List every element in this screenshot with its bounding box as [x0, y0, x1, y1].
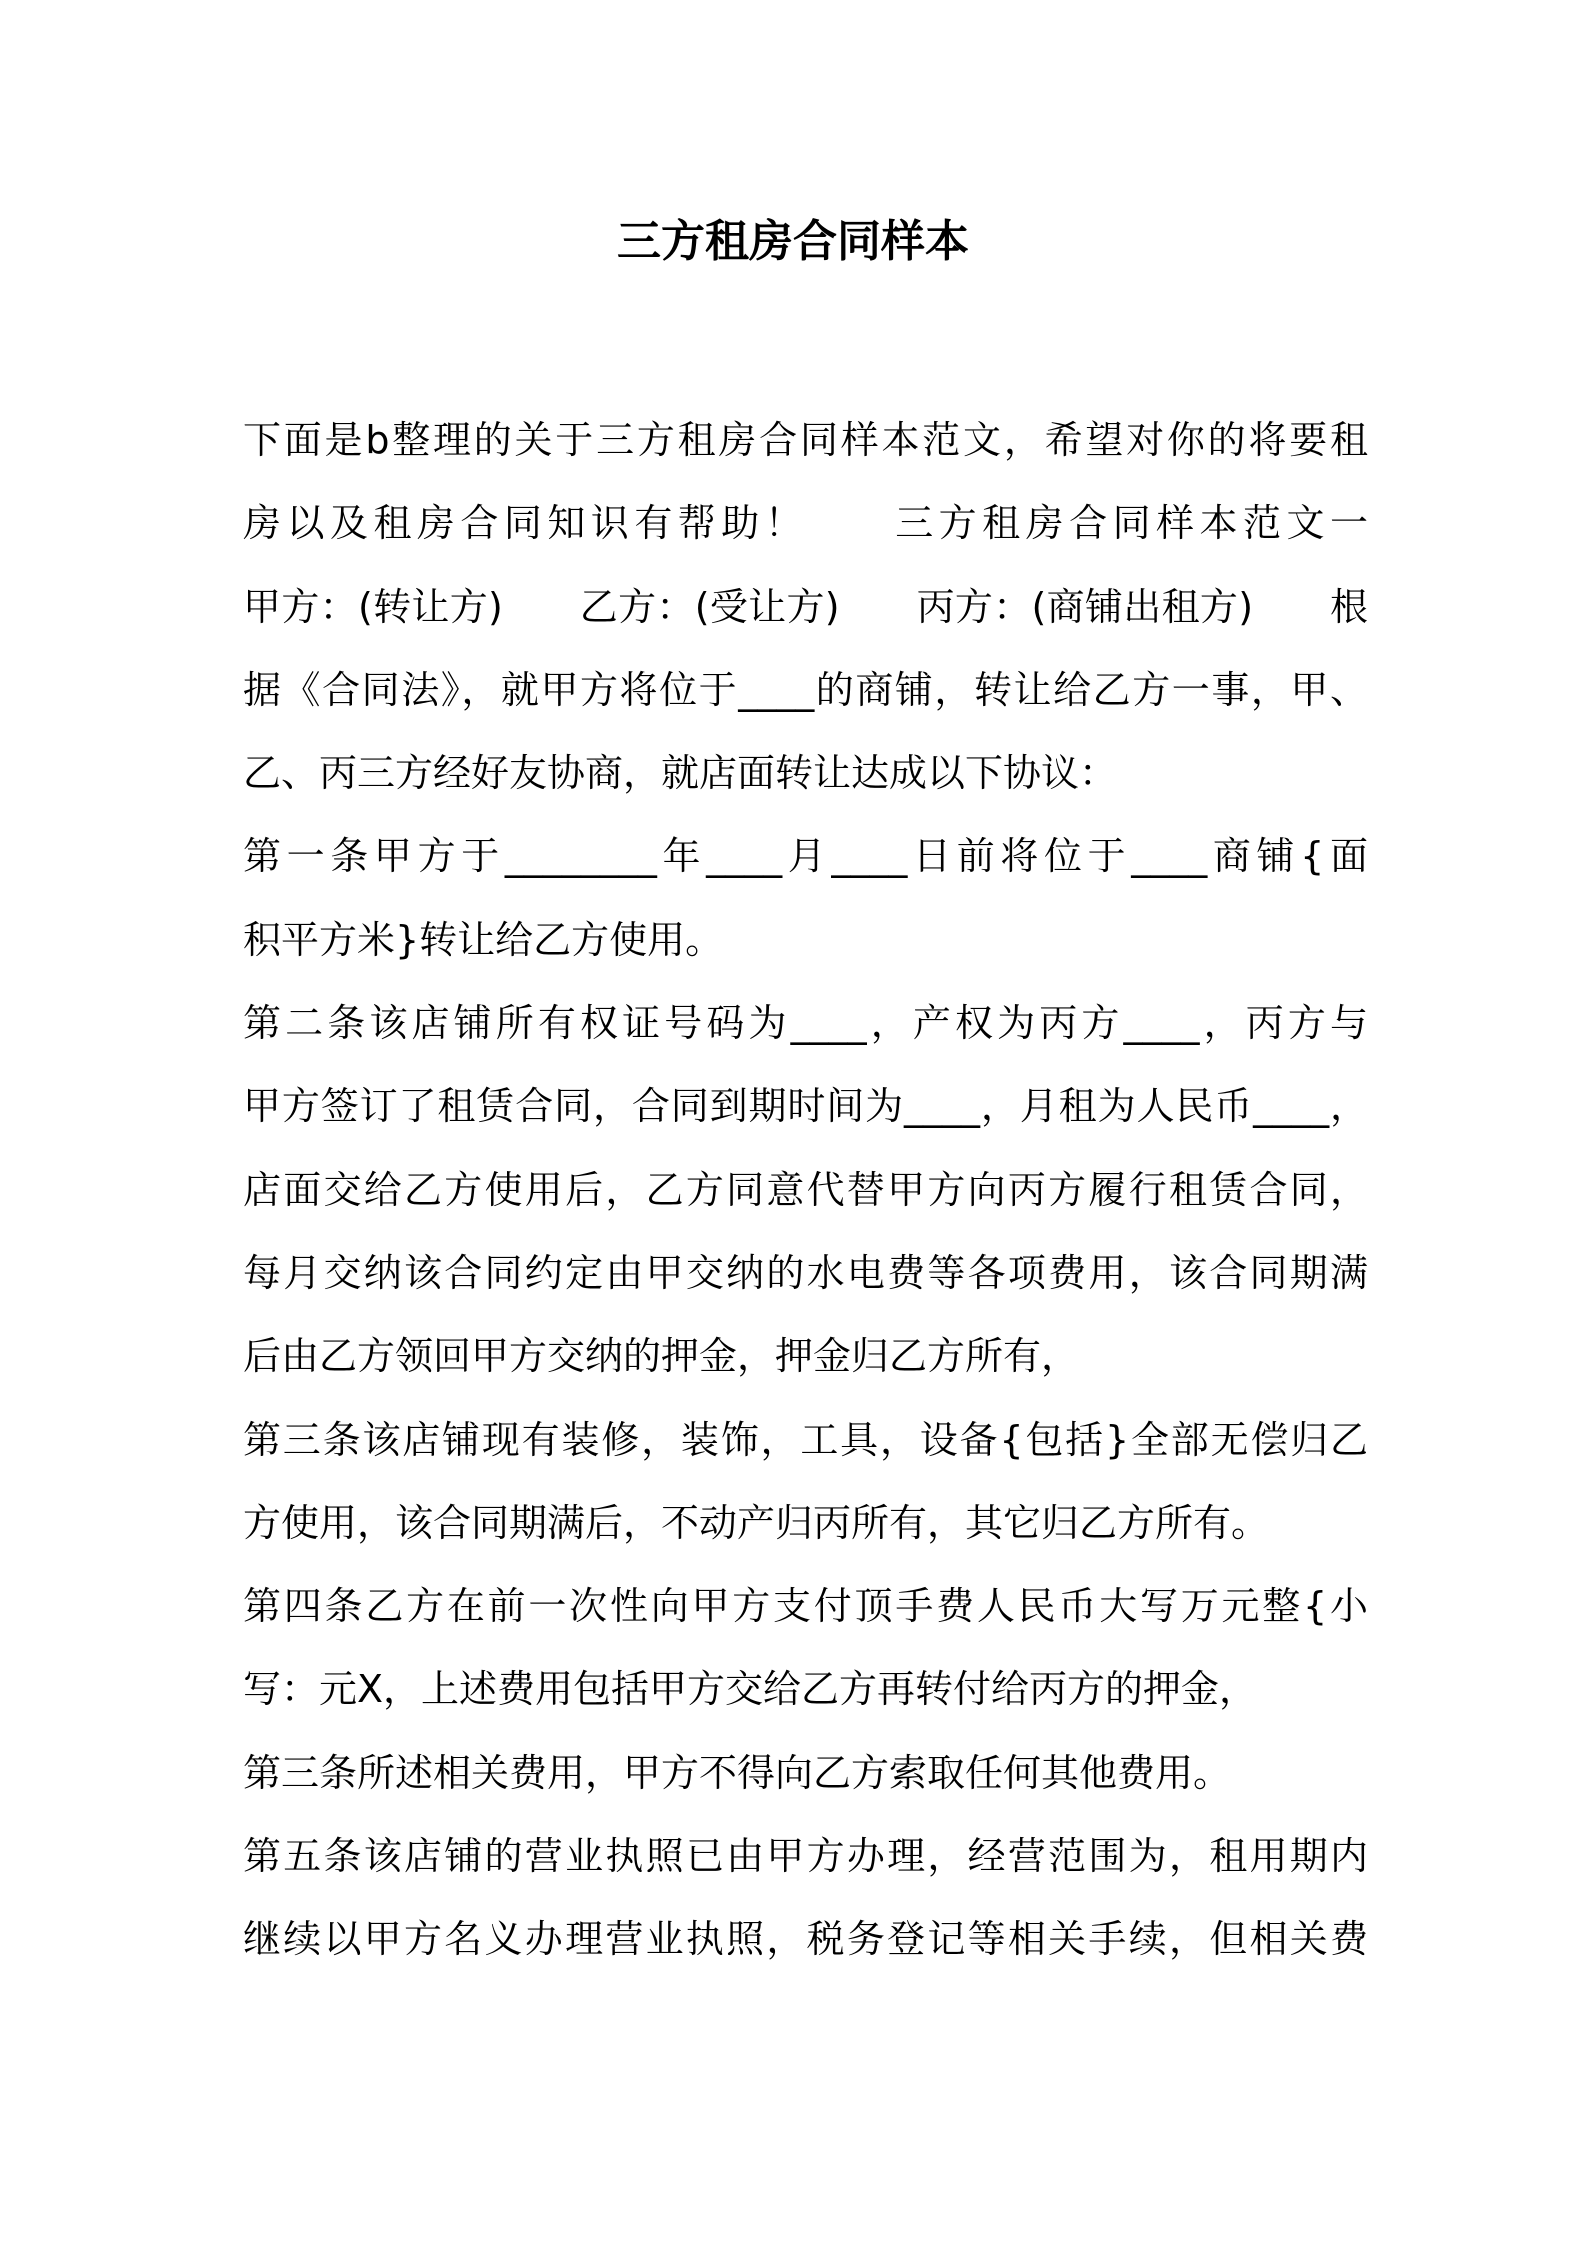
- body-line-19: 继续以甲方名义办理营业执照，税务登记等相关手续，但相关费: [243, 1917, 1368, 1962]
- body-line-12: 后由乙方领回甲方交纳的押金，押金归乙方所有，: [243, 1334, 1080, 1379]
- body-line-13: 第三条该店铺现有装修，装饰，工具，设备{包括}全部无偿归乙: [243, 1417, 1368, 1462]
- body-line-16: 写：元X，上述费用包括甲方交给乙方再转付给丙方的押金，: [243, 1667, 1258, 1712]
- body-line-4: 据《合同法》，就甲方将位于____的商铺，转让给乙方一事，甲、: [243, 667, 1368, 712]
- body-line-14: 方使用，该合同期满后，不动产归丙所有，其它归乙方所有。: [243, 1500, 1270, 1545]
- body-line-10: 店面交给乙方使用后，乙方同意代替甲方向丙方履行租赁合同，: [243, 1167, 1368, 1212]
- body-line-17: 第三条所述相关费用，甲方不得向乙方索取任何其他费用。: [243, 1750, 1232, 1795]
- document-title: 三方租房合同样本: [617, 216, 969, 267]
- document-body: [243, 410, 1368, 1993]
- body-line-15: 第四条乙方在前一次性向甲方支付顶手费人民币大写万元整{小: [243, 1584, 1368, 1629]
- body-line-18: 第五条该店铺的营业执照已由甲方办理，经营范围为，租用期内: [243, 1834, 1368, 1879]
- body-line-2: 房以及租房合同知识有帮助！ 三方租房合同样本范文一: [243, 501, 1368, 546]
- body-line-1: 下面是b整理的关于三方租房合同样本范文，希望对你的将要租: [243, 418, 1368, 462]
- body-line-5: 乙、丙三方经好友协商，就店面转让达成以下协议：: [243, 751, 1118, 796]
- body-line-3: 甲方：(转让方) 乙方：(受让方) 丙方：(商铺出租方) 根: [243, 584, 1368, 629]
- body-line-6: 第一条甲方于________年____月____日前将位于____商铺{面: [243, 834, 1368, 879]
- body-line-9: 甲方签订了租赁合同，合同到期时间为____，月租为人民币____，: [243, 1084, 1368, 1129]
- body-line-8: 第二条该店铺所有权证号码为____，产权为丙方____，丙方与: [243, 1001, 1368, 1046]
- body-line-7: 积平方米}转让给乙方使用。: [243, 917, 724, 962]
- body-line-11: 每月交纳该合同约定由甲交纳的水电费等各项费用，该合同期满: [243, 1250, 1368, 1295]
